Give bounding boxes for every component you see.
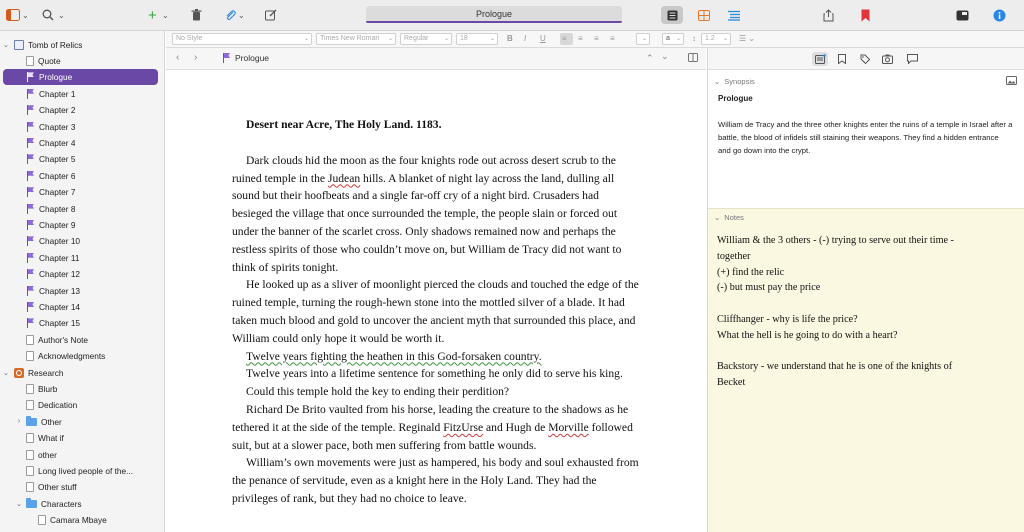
sidebar-toggle-icon[interactable] (6, 6, 20, 24)
binder-item-label: What if (38, 433, 64, 444)
paragraph[interactable] (232, 348, 640, 366)
binder-item[interactable] (3, 69, 158, 85)
binder-item-label: Chapter 6 (39, 170, 76, 181)
editor-header-title: Prologue (222, 53, 269, 63)
binder-item-label: Dedication (38, 400, 78, 411)
binder-item-label: Chapter 9 (39, 220, 76, 230)
document-icon (26, 351, 34, 361)
binder-item-label: Acknowledgments (38, 351, 106, 362)
line-spacing-icon: ↕ (692, 34, 696, 43)
bold-button[interactable]: B (507, 34, 513, 43)
chevron-down-icon[interactable]: ⌄ (3, 42, 9, 49)
paragraph[interactable]: He looked up as a sliver of moonlight pierced the clouds and touched the edge of the ruined temple, turning the rough-hewn stone into the mottled silver of a blade. It had taken much blood and gold to uncover the ancient myth that surrounded this place, and William could only hope it would be worth it. (232, 278, 639, 345)
binder-item[interactable] (0, 102, 165, 118)
edit-icon[interactable] (265, 6, 277, 24)
notes-header[interactable]: ⌄ Notes (714, 212, 744, 222)
binder-item-label: Prologue (39, 72, 73, 83)
chevron-down-icon[interactable]: ⌄ (162, 10, 169, 20)
document-title: Prologue (366, 6, 622, 22)
binder-item-label: Other stuff (38, 482, 77, 493)
binder-item[interactable] (0, 217, 165, 233)
paragraph[interactable]: Dark clouds hid the moon as the four knights rode out across desert scrub to the ruined temple in the Judean hills. A blanket of night lay across the land, dulling all sound but their hoofbeats and a single far-off cry of a night bird. Crusaders had besieged the village that once surrounded the temple, the people slain or forced out under the banner of the scarlet cross. Only shadows remained now and perhaps the restless spirits of those who couldn’t move on, but William de Tracy did not want to think of spirits tonight. (232, 153, 622, 274)
snapshot-tab-icon[interactable] (880, 52, 896, 66)
chevron-down-icon[interactable]: ⌄ (58, 10, 65, 20)
binder-item-label: Chapter 14 (39, 302, 81, 312)
main-toolbar (0, 0, 1024, 31)
style-select[interactable]: No Style ⌄ (172, 33, 312, 45)
align-right-icon[interactable]: ≡ (594, 34, 599, 43)
flag-icon (222, 53, 231, 63)
text-color-select[interactable]: ⌄ (636, 33, 650, 45)
font-select[interactable]: Times New Roman ⌄ (316, 33, 396, 45)
binder-item[interactable] (0, 86, 165, 102)
misspelled-word[interactable]: Judean (327, 171, 361, 185)
document-icon (26, 384, 34, 394)
binder-item[interactable] (0, 496, 165, 512)
binder-item[interactable] (0, 414, 165, 430)
editor-header (166, 48, 706, 70)
binder-item[interactable] (0, 53, 165, 69)
binder-item[interactable] (0, 283, 165, 299)
corkboard-view-icon[interactable] (693, 6, 715, 24)
binder-item[interactable] (0, 184, 165, 200)
size-select[interactable]: 18 ⌄ (456, 33, 498, 45)
align-left-icon: ≡ (562, 34, 567, 43)
binder-item-label: Characters (41, 498, 82, 509)
grammar-flagged-text: Twelve years fighting the heathen in this God-forsaken country. (246, 349, 542, 363)
notes-line: William & the 3 others - (-) trying to serve out their time - (717, 235, 954, 246)
binder-item[interactable] (0, 348, 165, 364)
binder-item[interactable] (0, 463, 165, 479)
binder-item[interactable] (0, 119, 165, 135)
folder-icon (26, 500, 37, 508)
scene-heading: Desert near Acre, The Holy Land. 1183. (246, 118, 442, 131)
binder-item-label: Long lived people of the... (38, 466, 134, 476)
add-icon[interactable]: + (148, 6, 157, 24)
inspector-info-icon[interactable] (993, 6, 1006, 24)
list-icon[interactable]: ☰ ⌄ (739, 34, 756, 43)
flag-icon (26, 187, 35, 197)
editor-pane[interactable] (166, 70, 706, 532)
synopsis-text[interactable]: William de Tracy and the three other knights enter the ruins of a temple in Israel after a battle, the blood of infidels still staining their weapons. They find a hidden entrance and go down into the crypt. (718, 120, 1013, 155)
binder-item[interactable] (0, 381, 165, 397)
notes-line (717, 296, 1012, 312)
binder-item-label: Other (41, 416, 62, 427)
document-icon (26, 482, 34, 492)
document-icon (26, 450, 34, 460)
binder-item-label: Blurb (38, 384, 58, 394)
binder-item-label: other (38, 449, 57, 460)
notes-tab-icon[interactable] (812, 52, 828, 66)
document-icon (38, 515, 46, 525)
inspector-panel (707, 48, 1024, 532)
binder-item[interactable] (0, 299, 165, 315)
highlight-select[interactable]: a ⌄ (662, 33, 684, 45)
notes-line: Backstory - we understand that he is one of the knights of (717, 361, 953, 373)
inspector-tabs (708, 48, 1024, 70)
flag-icon (26, 269, 35, 279)
italic-button[interactable]: I (524, 34, 527, 43)
binder-root[interactable]: ⌄ Tomb of Relics (3, 40, 83, 50)
paragraph[interactable]: Could this temple hold the key to ending their perdition? (246, 385, 510, 399)
binder-item[interactable] (0, 447, 165, 463)
binder-item[interactable] (0, 479, 165, 495)
chevron-down-icon[interactable]: ⌄ (661, 51, 669, 61)
flag-icon (26, 302, 35, 312)
trash-icon[interactable] (191, 6, 202, 24)
paragraph[interactable]: Twelve years into a lifetime sentence for something he only did to serve his king. (246, 367, 623, 381)
flag-icon (26, 318, 35, 328)
flag-icon (26, 72, 35, 82)
synopsis-title[interactable]: Prologue (718, 94, 753, 103)
align-center-icon[interactable]: ≡ (578, 34, 583, 43)
format-bar (166, 31, 1024, 48)
chevron-down-icon[interactable]: ⌄ (238, 10, 245, 20)
binder-item-label: Chapter 10 (39, 236, 81, 247)
binder-item-label: Chapter 5 (39, 154, 76, 165)
flag-icon (26, 122, 35, 132)
binder-research-folder[interactable] (0, 365, 165, 381)
binder-item[interactable] (0, 250, 165, 266)
research-icon (14, 368, 24, 378)
document-icon (26, 56, 34, 66)
binder-item-label: Chapter 2 (39, 105, 76, 116)
binder-item[interactable] (0, 315, 165, 331)
chevron-right-icon[interactable]: › (17, 418, 21, 426)
binder-item[interactable] (0, 233, 165, 249)
binder-sidebar (0, 31, 165, 532)
paperclip-icon[interactable] (224, 6, 236, 24)
flag-icon (26, 89, 35, 99)
document-icon (26, 466, 34, 476)
flag-icon (26, 171, 35, 181)
notes-line: Cliffhanger - why is life the price? (717, 313, 858, 325)
notes-line: together (717, 250, 751, 262)
manuscript-text[interactable] (232, 116, 640, 508)
binder-item-label: Chapter 3 (39, 121, 76, 132)
binder-item-label: Chapter 7 (39, 187, 76, 198)
notes-line: (-) but must pay the price (717, 282, 821, 294)
document-icon (26, 433, 34, 443)
share-icon[interactable] (823, 6, 834, 24)
notes-panel[interactable] (708, 208, 1024, 532)
notes-line: What the hell is he going to do with a heart? (717, 329, 898, 341)
notes-line: Becket (717, 377, 746, 389)
line-spacing-select[interactable]: 1.2 ⌄ (701, 33, 731, 45)
tag-tab-icon[interactable] (857, 52, 873, 66)
notes-line (717, 344, 1012, 360)
search-icon[interactable] (42, 6, 54, 24)
image-icon[interactable] (1006, 76, 1017, 87)
binder-item[interactable] (0, 201, 165, 217)
misspelled-word[interactable]: Morville (548, 420, 589, 434)
notes-line: (+) find the relic (717, 266, 785, 278)
editor-view-icon[interactable] (661, 6, 683, 24)
binder-item[interactable] (0, 168, 165, 184)
comments-tab-icon[interactable] (904, 52, 920, 66)
chevron-down-icon[interactable]: ⌄ (16, 500, 22, 508)
flag-icon (26, 154, 35, 164)
binder-item-label: Chapter 8 (39, 203, 76, 214)
title-progress-bar (366, 21, 622, 23)
binder-item-label: Chapter 13 (39, 285, 81, 296)
flag-icon (26, 138, 35, 148)
chevron-down-icon[interactable]: ⌄ (3, 369, 9, 377)
notes-text[interactable] (717, 233, 1012, 391)
quick-reference-icon[interactable] (956, 6, 969, 24)
paragraph[interactable]: William’s own movements were just as hampered, his body and soul exhausted from the penance of servitude, even as a knight here in the Holy Land. They had the privileges of rank, but they had no choice to leave. (232, 456, 639, 505)
binder-item[interactable] (0, 512, 165, 528)
binder-item[interactable] (0, 397, 165, 413)
binder-item[interactable] (0, 332, 165, 348)
synopsis-header[interactable]: ⌄ Synopsis (708, 73, 1024, 89)
binder-item-label: Author's Note (38, 334, 89, 345)
flag-icon (26, 286, 35, 296)
manuscript-icon (14, 40, 24, 50)
chevron-down-icon[interactable]: ⌄ (22, 10, 29, 20)
binder-item-label: Research (28, 367, 64, 378)
bookmark-icon[interactable] (861, 6, 870, 24)
flag-icon (26, 253, 35, 263)
binder-item-label: Chapter 11 (39, 252, 80, 263)
back-arrow-icon[interactable]: ‹ (176, 52, 180, 63)
binder-item-label: Chapter 4 (39, 138, 76, 148)
folder-icon (26, 418, 37, 426)
split-view-icon[interactable] (688, 53, 698, 65)
underline-button[interactable]: U (540, 34, 546, 43)
flag-icon (26, 220, 35, 230)
misspelled-word[interactable]: FitzUrse (443, 420, 484, 434)
chevron-down-icon[interactable]: ⌄ (714, 76, 721, 86)
binder-item[interactable] (0, 266, 165, 282)
binder-item[interactable] (0, 430, 165, 446)
bookmark-tab-icon[interactable] (834, 52, 850, 66)
chevron-up-icon[interactable]: ⌃ (646, 53, 654, 63)
weight-select[interactable]: Regular ⌄ (400, 33, 452, 45)
chevron-down-icon[interactable]: ⌄ (714, 212, 721, 222)
binder-item-label: Chapter 12 (39, 269, 81, 280)
flag-icon (26, 105, 35, 115)
document-icon (26, 335, 34, 345)
flag-icon (26, 236, 35, 246)
binder-item-label: Camara Mbaye (50, 515, 107, 526)
binder-item-label: Quote (38, 56, 61, 66)
forward-arrow-icon[interactable]: › (194, 52, 198, 63)
binder-item[interactable] (0, 151, 165, 167)
binder-item[interactable] (0, 135, 165, 151)
binder-item-label: Chapter 1 (39, 88, 76, 99)
binder-item-label: Chapter 15 (39, 318, 81, 329)
outliner-view-icon[interactable] (723, 6, 745, 24)
align-justify-icon[interactable]: ≡ (610, 34, 615, 43)
document-icon (26, 400, 34, 410)
flag-icon (26, 204, 35, 214)
paragraph[interactable]: Richard De Brito vaulted from his horse, leading the creature to the shadows as he tethered it at the side of the temple. Reginald FitzUrse and Hugh de Morville followed suit, but at a slower pace, both men suffering from battle wounds. (232, 402, 633, 452)
